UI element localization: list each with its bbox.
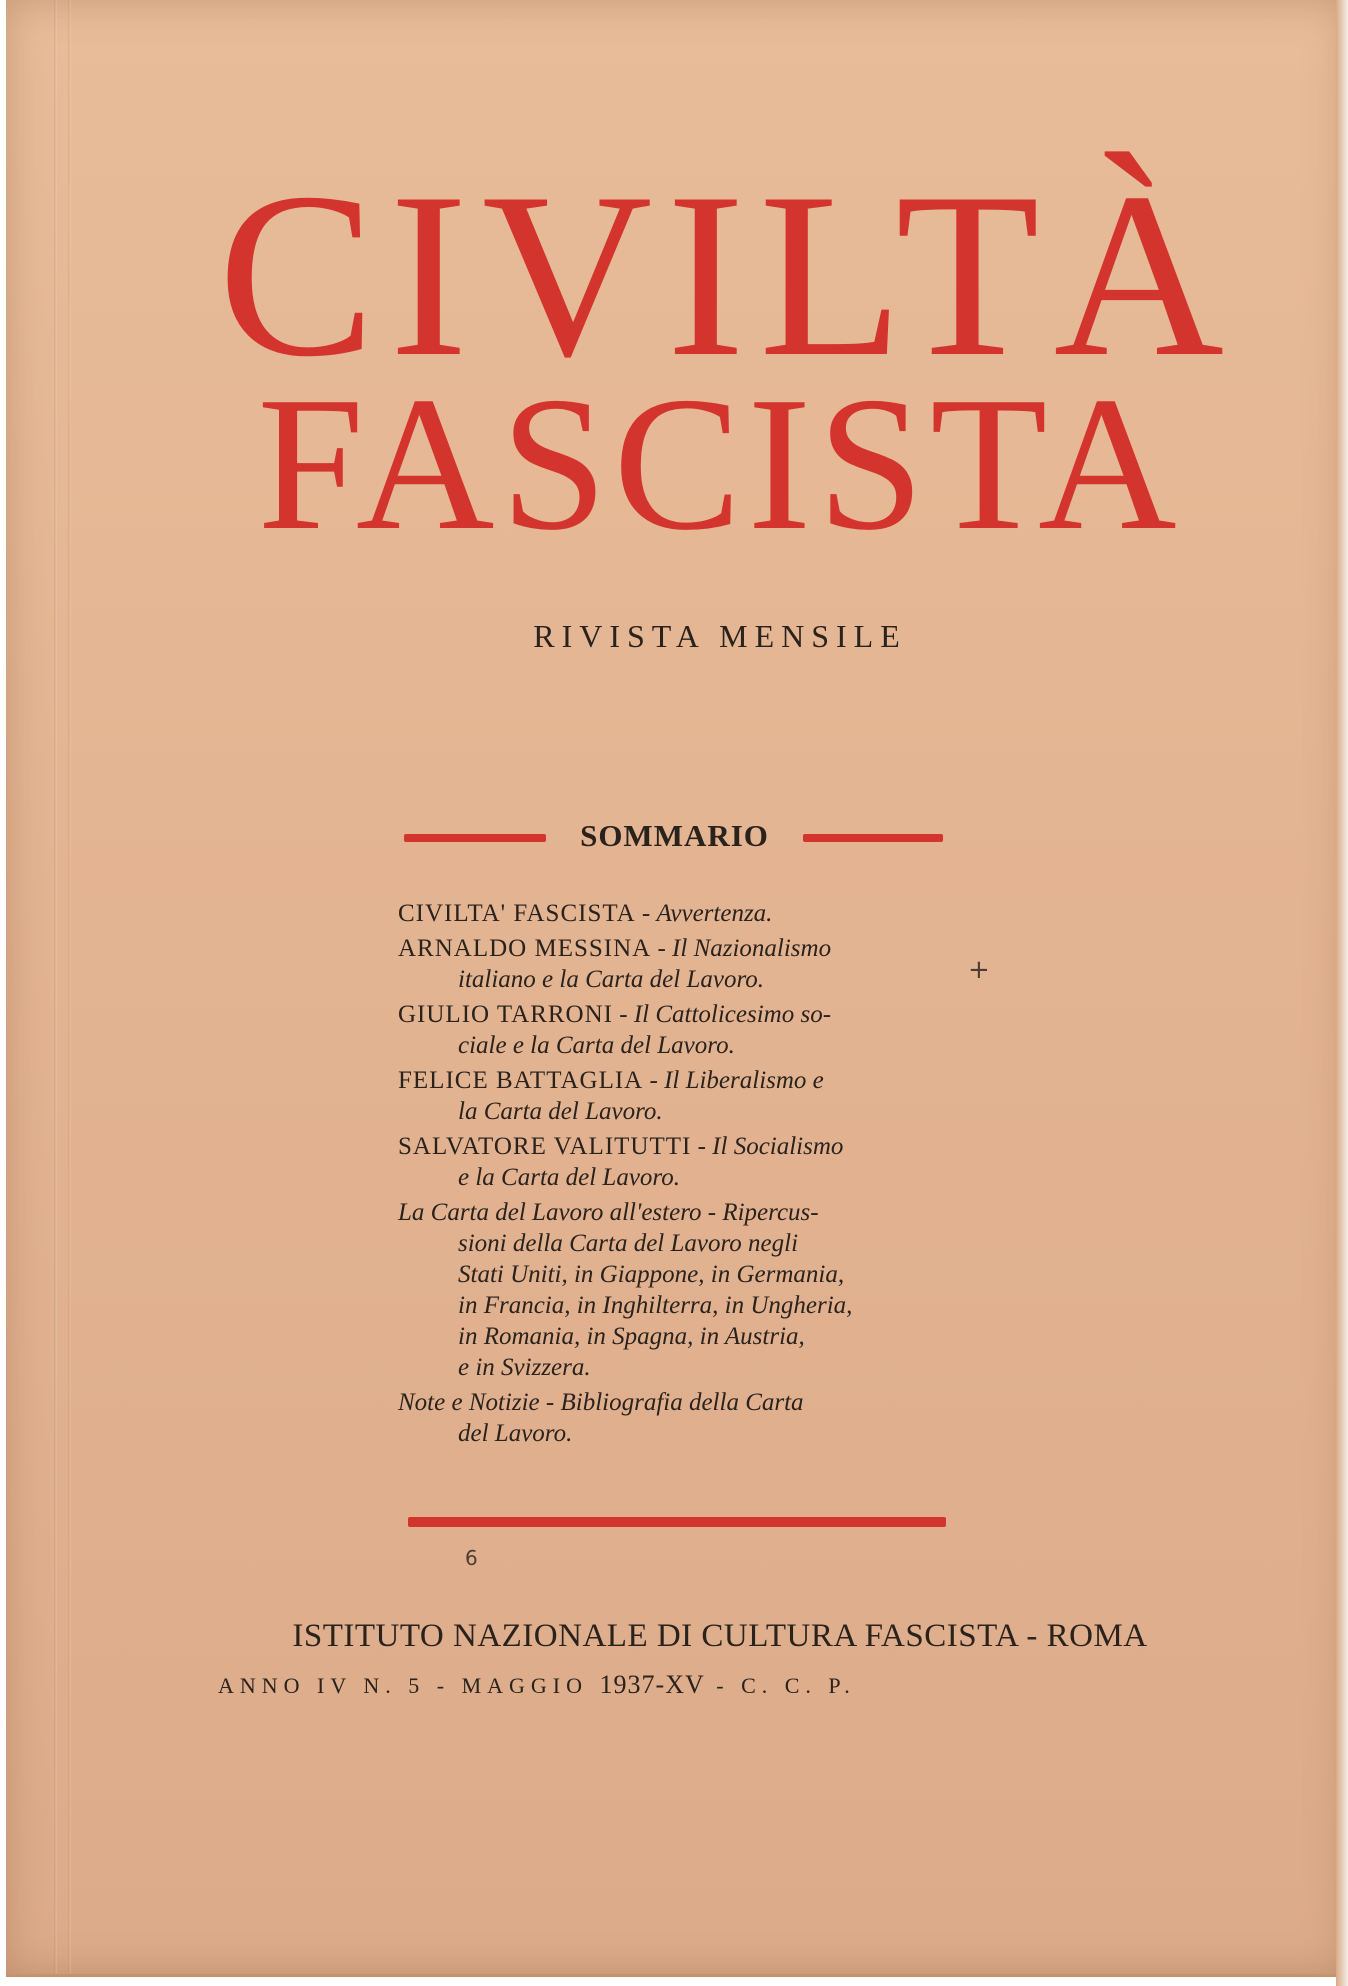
entry-author: CIVILTA' FASCISTA (398, 900, 636, 927)
entry-title-line: Il Liberalismo e (664, 1067, 824, 1094)
handwritten-mark: 6 (465, 1546, 478, 1570)
contents-entry (398, 898, 944, 929)
entry-title-line: Il Socialismo (712, 1133, 844, 1160)
entry-separator: - (635, 900, 657, 927)
contents-entry (398, 999, 944, 1061)
entry-separator: - (701, 1199, 723, 1226)
entry-title-line: e in Svizzera. (458, 1354, 591, 1381)
issue-line (218, 1670, 1138, 1700)
entry-author: FELICE BATTAGLIA (398, 1067, 644, 1094)
subtitle: RIVISTA MENSILE (533, 618, 907, 654)
entry-title-line: Ripercus- (722, 1199, 819, 1226)
issue-postal-note: - C. C. P. (704, 1673, 856, 1698)
entry-title-line: Avvertenza. (656, 900, 773, 927)
entry-author: SALVATORE VALITUTTI (398, 1133, 692, 1160)
summary-heading: SOMMARIO (580, 818, 769, 853)
summary-rule-right (803, 834, 943, 842)
contents-entry (398, 1387, 944, 1449)
title-line-civilta: CIVILTÀ (217, 145, 1239, 406)
entry-separator: - (539, 1389, 561, 1416)
entry-title-line: in Romania, in Spagna, in Austria, (458, 1323, 805, 1350)
entry-separator: - (691, 1133, 713, 1160)
entry-title-line: del Lavoro. (458, 1420, 573, 1447)
publisher-line: ISTITUTO NAZIONALE DI CULTURA FASCISTA - ROMA (292, 1618, 1148, 1654)
entry-title-line: Stati Uniti, in Giappone, in Germania, (458, 1261, 845, 1288)
entry-author: ARNALDO MESSINA (398, 935, 652, 962)
entry-author: La Carta del Lavoro all'estero (398, 1199, 702, 1226)
issue-info: ANNO IV N. 5 - MAGGIO (218, 1673, 600, 1698)
contents-entry (398, 1065, 944, 1127)
table-of-contents (398, 898, 944, 1453)
title-line-fascista: FASCISTA (257, 357, 1183, 570)
bottom-rule (408, 1517, 946, 1527)
entry-separator: - (651, 935, 673, 962)
contents-entry (398, 1197, 944, 1383)
entry-title-line: italiano e la Carta del Lavoro. (458, 966, 765, 993)
issue-year: 1937-XV (599, 1670, 705, 1699)
entry-title-line: Il Cattolicesimo so- (633, 1001, 832, 1028)
entry-title-line: e la Carta del Lavoro. (458, 1164, 680, 1191)
entry-title-line: Bibliografia della Carta (560, 1389, 804, 1416)
entry-author: GIULIO TARRONI (398, 1001, 613, 1028)
entry-separator: - (643, 1067, 665, 1094)
entry-title-line: ciale e la Carta del Lavoro. (458, 1032, 735, 1059)
entry-title-line: Il Nazionalismo (672, 935, 832, 962)
entry-title-line: sioni della Carta del Lavoro negli (458, 1230, 799, 1257)
handwritten-mark: + (968, 955, 990, 985)
summary-rule-left (404, 834, 546, 842)
entry-separator: - (613, 1001, 634, 1028)
contents-entry (398, 1131, 944, 1193)
entry-author: Note e Notizie (398, 1389, 540, 1416)
entry-title-line: in Francia, in Inghilterra, in Ungheria, (458, 1292, 853, 1319)
contents-entry (398, 933, 944, 995)
entry-title-line: la Carta del Lavoro. (458, 1098, 663, 1125)
